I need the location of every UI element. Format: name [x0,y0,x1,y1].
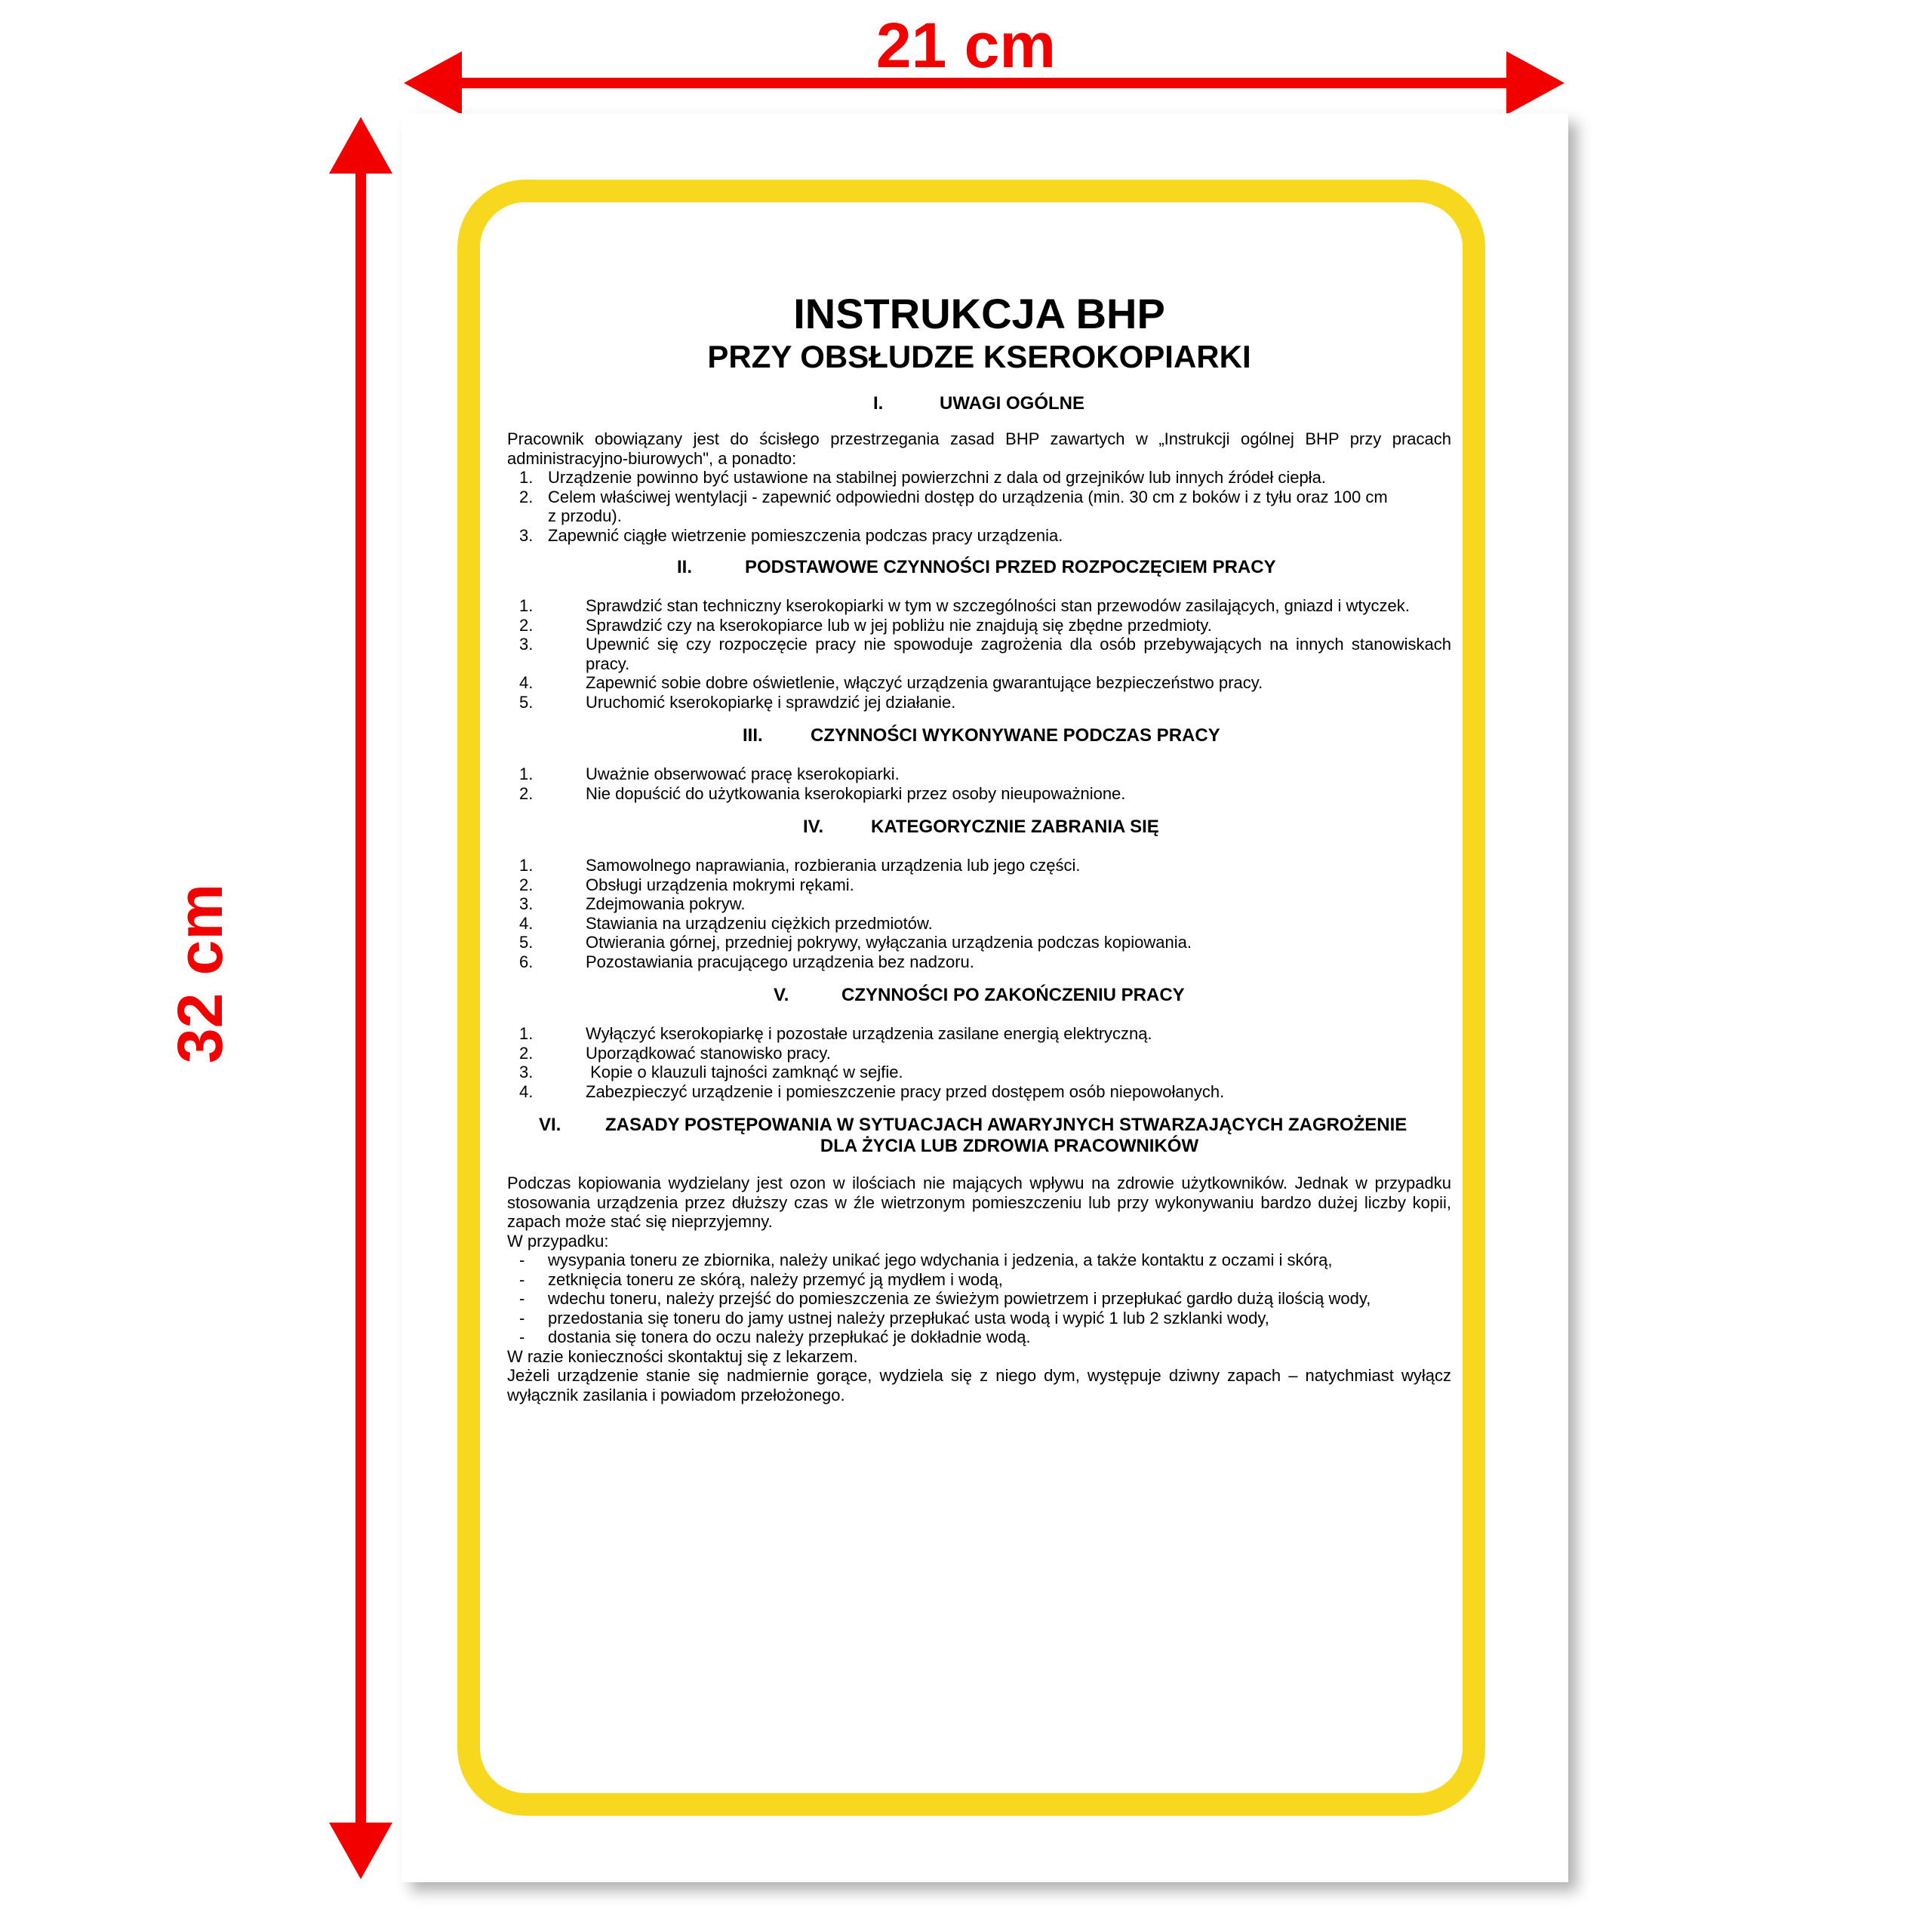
section-intro: Pracownik obowiązany jest do ścisłego przestrzegania zasad BHP zawartych w „Instrukcji ogólnej BHP przy pracach administracyjno-biurowych", a ponadto: [507,429,1451,468]
list-item: - przedostania się toneru do jamy ustnej należy przepłukać usta wodą i wypić 1 lub 2 szklanki wody, [519,1308,1269,1327]
list-item: - wysypania toneru ze zbiornika, należy unikać jego wdychania i jedzenia, a także kontaktu z oczami i skórą, [519,1251,1333,1269]
section-title: PODSTAWOWE CZYNNOŚCI PRZED ROZPOCZĘCIEM PRACY [745,557,1276,577]
document-title: INSTRUKCJA BHP [793,290,1165,337]
list-item: 2. Celem właściwej wentylacji - zapewnić odpowiedni dostęp do urządzenia (min. 30 cm z boków i z tyłu oraz 100 cm z przodu). [519,487,1388,525]
section-number: I. [873,393,884,414]
list-item: 3. Kopie o klauzuli tajności zamknąć w sejfie. [519,1063,903,1081]
list-item: 2. Uporządkować stanowisko pracy. [519,1043,831,1063]
section-title: UWAGI OGÓLNE [940,393,1084,414]
list-item: 1. Samowolnego naprawiania, rozbierania urządzenia lub jego części. [519,856,1081,875]
section-number: V. [774,985,789,1005]
list-item: 3. Upewnić się czy rozpoczęcie pracy nie spowoduje zagrożenia dla osób przebywających na innych stanowiskach pracy. [519,635,1451,673]
width-arrow-left-head [404,51,462,115]
height-arrow-bottom-head [329,1823,392,1879]
section-heading [507,817,1451,838]
list-item: 1. Urządzenie powinno być ustawione na stabilnej powierzchni z dala od grzejników lub innych źródeł ciepła. [519,468,1326,487]
section-heading [507,725,1451,746]
section-intro: Podczas kopiowania wydzielany jest ozon w ilościach nie mających wpływu na zdrowie użytkowników. Jednak w przypadku stosowania urządzenia przez dłuższy czas w źle wietrzonym pomieszczeniu lub przy wykonywaniu bardzo dużej liczby kopii, zapach może stać się nieprzyjemny. [507,1174,1451,1231]
section-title-line2: DLA ŻYCIA LUB ZDROWIA PRACOWNIKÓW [820,1136,1199,1156]
list-item: 4. Zapewnić sobie dobre oświetlenie, włączyć urządzenia gwarantujące bezpieczeństwo pracy. [519,673,1263,692]
list-item: 3. Zapewnić ciągłe wietrzenie pomieszczenia podczas pracy urządzenia. [519,525,1063,545]
section-number: II. [677,557,693,577]
list-item: 5. Uruchomić kserokopiarkę i sprawdzić jej działanie. [519,692,956,712]
list-item: 6. Pozostawiania pracującego urządzenia bez nadzoru. [519,952,974,971]
section-number: IV. [803,817,824,837]
section-title: ZASADY POSTĘPOWANIA W SYTUACJACH AWARYJNYCH STWARZAJĄCYCH ZAGROŻENIE [605,1115,1407,1135]
section-outro: W razie konieczności skontaktuj się z lekarzem. [507,1346,858,1366]
section-title: CZYNNOŚCI PO ZAKOŃCZENIU PRACY [841,985,1185,1005]
section-heading [507,1115,1451,1136]
list-item: 4. Stawiania na urządzeniu ciężkich przedmiotów. [519,913,933,933]
section-heading [507,393,1451,414]
list-item: 5. Otwierania górnej, przedniej pokrywy, wyłączania urządzenia podczas kopiowania. [519,933,1192,952]
list-item: - zetknięcia toneru ze skórą, należy przemyć ją mydłem i wodą, [519,1269,1003,1289]
section-title: CZYNNOŚCI WYKONYWANE PODCZAS PRACY [811,725,1220,746]
width-arrow-right-head [1506,51,1564,115]
width-dimension-label: 21 cm [875,10,1057,81]
list-item: - dostania się tonera do oczu należy przepłukać je dokładnie wodą. [519,1327,1031,1346]
list-item: 2. Sprawdzić czy na kserokopiarce lub w jej pobliżu nie znajdują się zbędne przedmioty. [519,615,1212,635]
section-heading [507,985,1451,1006]
list-item: 4. Zabezpieczyć urządzenie i pomieszczenie pracy przed dostępem osób niepowołanych. [519,1081,1225,1101]
section-outro: Jeżeli urządzenie stanie się nadmiernie gorące, wydziela się z niego dym, występuje dziwny zapach – natychmiast wyłącz wyłącznik zasilania i powiadom przełożonego. [507,1366,1451,1404]
section-title: KATEGORYCZNIE ZABRANIA SIĘ [871,817,1159,837]
list-item: - wdechu toneru, należy przejść do pomieszczenia ze świeżym powietrzem i przepłukać gardło dużą ilością wody, [519,1289,1371,1308]
instruction-content [507,291,1451,1404]
document-subtitle: PRZY OBSŁUDZE KSEROKOPIARKI [707,339,1251,374]
section-number: III. [743,725,763,746]
section-heading [507,557,1451,578]
list-item: 1. Sprawdzić stan techniczny kserokopiarki w tym w szczególności stan przewodów zasilających, gniazd i wtyczek. [519,596,1410,615]
list-item: 3. Zdejmowania pokryw. [519,894,746,913]
height-dimension-label: 32 cm [165,883,235,1064]
list-item: 2. Nie dopuścić do użytkowania kserokopiarki przez osoby nieupoważnione. [519,783,1126,803]
height-arrow-top-head [329,117,392,174]
section-heading-continued [507,1136,1451,1157]
section-lead: W przypadku: [507,1231,609,1251]
list-item: 1. Wyłączyć kserokopiarkę i pozostałe urządzenia zasilane energią elektryczną. [519,1024,1152,1043]
list-item: 1. Uważnie obserwować pracę kserokopiarki. [519,764,900,783]
list-item: 2. Obsługi urządzenia mokrymi rękami. [519,875,854,894]
section-number: VI. [539,1115,561,1135]
